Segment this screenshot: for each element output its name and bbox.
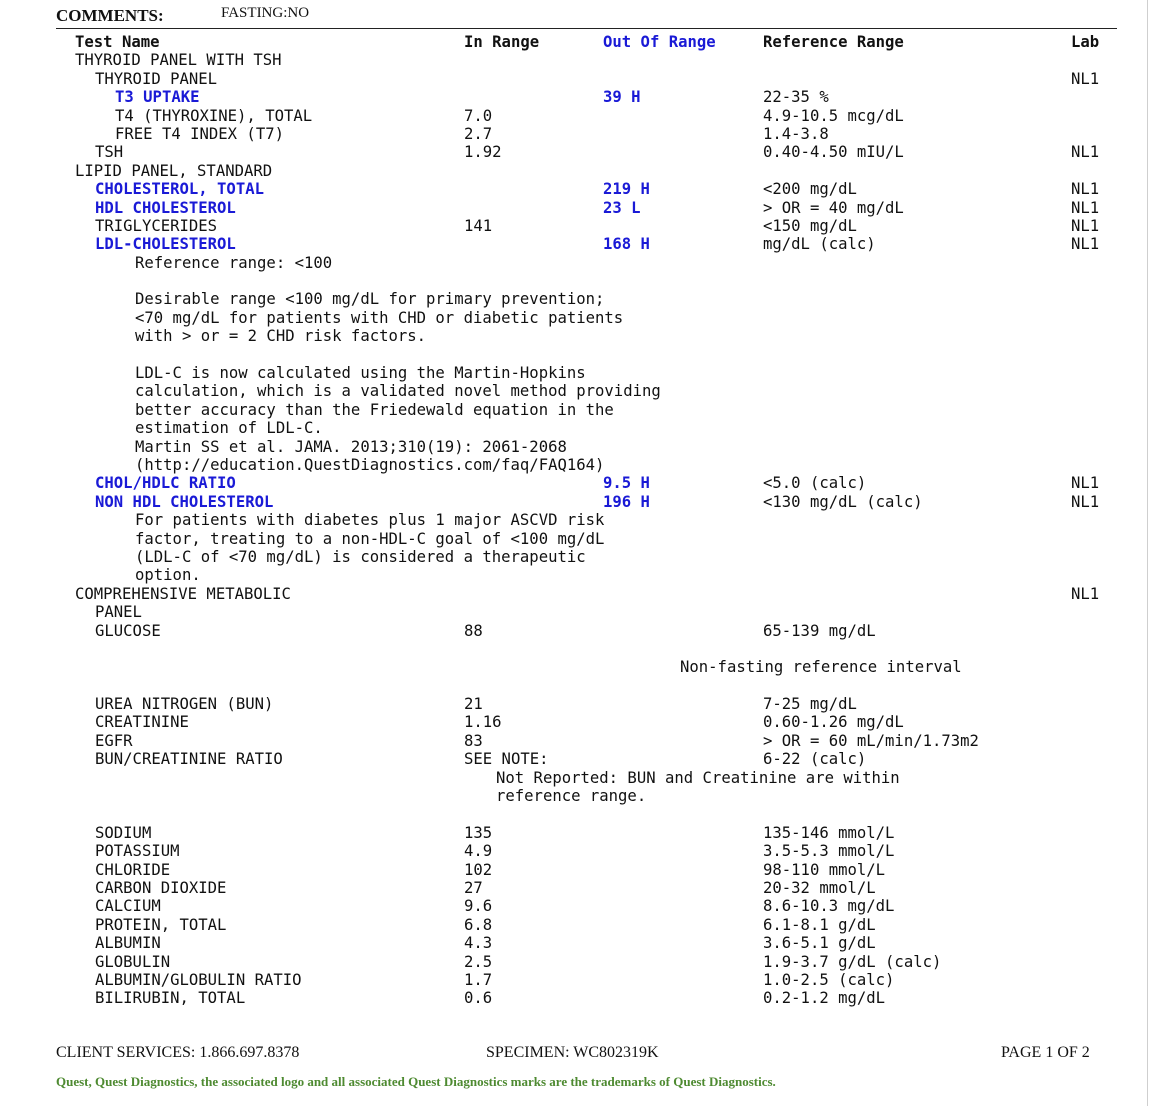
note-text: Desirable range <100 mg/dL for primary prevention; [135,290,605,309]
note-text: Not Reported: BUN and Creatinine are within [496,768,900,787]
note-row [0,254,1148,272]
table-row [0,199,1148,217]
note-row [0,769,1148,787]
in-range-value: 135 [464,823,493,842]
out-of-range-value: 196 H [603,492,650,511]
column-out-of-range: Out Of Range [603,33,716,51]
comments-value: FASTING:NO [221,5,310,21]
note-row [0,364,1148,382]
in-range-value: 4.3 [464,934,493,953]
test-name: ALBUMIN/GLOBULIN RATIO [95,970,302,989]
test-name: CARBON DIOXIDE [95,878,227,897]
in-range-value: 27 [464,878,483,897]
note-text: (LDL-C of <70 mg/dL) is considered a therapeutic [135,547,586,566]
in-range-value: 1.16 [464,713,502,732]
blank-row [0,346,1148,364]
note-text: estimation of LDL-C. [135,419,323,438]
page-number: PAGE 1 OF 2 [1001,1044,1090,1061]
note-text: factor, treating to a non-HDL-C goal of <100 mg/dL [135,529,605,548]
lab-code: NL1 [1071,180,1100,199]
reference-range: <5.0 (calc) [763,474,867,493]
table-row [0,125,1148,143]
table-row [0,953,1148,971]
reference-range: 4.9-10.5 mcg/dL [763,106,904,125]
note-text: (http://education.QuestDiagnostics.com/faq/FAQ164) [135,455,605,474]
column-reference-range: Reference Range [763,33,904,51]
in-range-value: 4.9 [464,842,493,861]
reference-range: 1.4-3.8 [763,124,829,143]
reference-range: 65-139 mg/dL [763,621,876,640]
test-name: BILIRUBIN, TOTAL [95,989,246,1008]
note-row [0,530,1148,548]
in-range-value: 1.7 [464,970,493,989]
test-name: TRIGLYCERIDES [95,216,218,235]
lab-code: NL1 [1071,492,1100,511]
test-name: CHOL/HDLC RATIO [95,474,236,493]
test-name: ALBUMIN [95,934,161,953]
test-name: BUN/CREATININE RATIO [95,750,283,769]
reference-range: 3.5-5.3 mmol/L [763,842,895,861]
reference-range: > OR = 40 mg/dL [763,198,904,217]
in-range-value: 6.8 [464,915,493,934]
test-name: THYROID PANEL [95,69,218,88]
table-row [0,622,1148,640]
test-name: LIPID PANEL, STANDARD [75,161,273,180]
test-name: CHLORIDE [95,860,171,879]
test-name: CHOLESTEROL, TOTAL [95,180,264,199]
table-row [0,162,1148,180]
table-row [0,107,1148,125]
reference-range: <200 mg/dL [763,180,857,199]
table-row [0,217,1148,235]
table-row [0,695,1148,713]
reference-range: 6-22 (calc) [763,750,867,769]
note-row [0,456,1148,474]
test-name: GLUCOSE [95,621,161,640]
reference-range: 20-32 mmol/L [763,878,876,897]
test-name: POTASSIUM [95,842,180,861]
test-name: T3 UPTAKE [115,88,200,107]
trademark-notice: Quest, Quest Diagnostics, the associated logo and all associated Quest Diagnostics marks are the trademarks of Quest Diagnostics. [56,1074,776,1089]
reference-range: <130 mg/dL (calc) [763,492,923,511]
reference-range: 1.0-2.5 (calc) [763,970,895,989]
blank-row [0,677,1148,695]
reference-range: <150 mg/dL [763,216,857,235]
table-row [0,750,1148,768]
test-name: UREA NITROGEN (BUN) [95,695,274,714]
note-row [0,511,1148,529]
in-range-value: 102 [464,860,493,879]
table-row [0,824,1148,842]
note-row [0,419,1148,437]
table-row [0,70,1148,88]
lab-code: NL1 [1071,143,1100,162]
table-row [0,971,1148,989]
blank-row [0,640,1148,658]
test-name: PROTEIN, TOTAL [95,915,227,934]
lab-code: NL1 [1071,584,1100,603]
reference-range: 0.60-1.26 mg/dL [763,713,904,732]
table-row [0,842,1148,860]
note-text: with > or = 2 CHD risk factors. [135,327,427,346]
test-name: TSH [95,143,124,162]
note-text: calculation, which is a validated novel method providing [135,382,661,401]
test-name: GLOBULIN [95,952,171,971]
note-text: Reference range: <100 [135,253,333,272]
test-name: FREE T4 INDEX (T7) [115,124,284,143]
lab-code: NL1 [1071,235,1100,254]
note-row [0,290,1148,308]
reference-range: 1.9-3.7 g/dL (calc) [763,952,942,971]
comments-header [56,4,1117,29]
test-name: COMPREHENSIVE METABOLIC [75,584,291,603]
in-range-value: 2.7 [464,124,493,143]
in-range-value: 1.92 [464,143,502,162]
note-row [0,438,1148,456]
table-row [0,732,1148,750]
table-row [0,88,1148,106]
table-row [0,493,1148,511]
table-row [0,861,1148,879]
in-range-value: SEE NOTE: [464,750,549,769]
table-row [0,585,1148,603]
note-row [0,382,1148,400]
reference-range: 7-25 mg/dL [763,695,857,714]
reference-range: 8.6-10.3 mg/dL [763,897,895,916]
out-of-range-value: 39 H [603,88,641,107]
test-name: HDL CHOLESTEROL [95,198,236,217]
reference-range: 98-110 mmol/L [763,860,886,879]
test-name: T4 (THYROXINE), TOTAL [115,106,313,125]
note-text: <70 mg/dL for patients with CHD or diabetic patients [135,308,624,327]
blank-row [0,805,1148,823]
note-row [0,309,1148,327]
in-range-value: 9.6 [464,897,493,916]
test-name: SODIUM [95,823,152,842]
column-in-range: In Range [464,33,540,51]
column-lab: Lab [1071,33,1100,51]
in-range-value: 88 [464,621,483,640]
results-table [0,33,1148,1008]
table-row [0,603,1148,621]
table-row [0,989,1148,1007]
note-text: option. [135,566,201,585]
note-row [0,658,1148,676]
test-name: CALCIUM [95,897,161,916]
blank-row [0,272,1148,290]
table-row [0,235,1148,253]
reference-range: > OR = 60 mL/min/1.73m2 [763,731,979,750]
reference-range: 6.1-8.1 g/dL [763,915,876,934]
test-name: CREATININE [95,713,189,732]
note-row [0,401,1148,419]
table-row [0,180,1148,198]
reference-interval-note: Non-fasting reference interval [680,658,962,677]
note-row [0,566,1148,584]
column-header-row [0,33,1148,51]
in-range-value: 83 [464,731,483,750]
table-row [0,897,1148,915]
test-name: EGFR [95,731,133,750]
test-name: LDL-CHOLESTEROL [95,235,236,254]
table-row [0,143,1148,161]
test-name: NON HDL CHOLESTEROL [95,492,274,511]
table-row [0,713,1148,731]
reference-range: 22-35 % [763,88,829,107]
in-range-value: 141 [464,216,493,235]
note-text: better accuracy than the Friedewald equation in the [135,400,614,419]
specimen-id: SPECIMEN: WC802319K [486,1044,659,1061]
note-text: For patients with diabetes plus 1 major ASCVD risk [135,511,605,530]
client-services: CLIENT SERVICES: 1.866.697.8378 [56,1044,300,1061]
lab-code: NL1 [1071,198,1100,217]
test-name: PANEL [95,603,142,622]
lab-code: NL1 [1071,474,1100,493]
reference-range: 0.40-4.50 mIU/L [763,143,904,162]
out-of-range-value: 23 L [603,198,641,217]
table-row [0,879,1148,897]
note-row [0,327,1148,345]
in-range-value: 21 [464,695,483,714]
out-of-range-value: 219 H [603,180,650,199]
table-row [0,916,1148,934]
note-text: reference range. [496,787,647,806]
lab-code: NL1 [1071,216,1100,235]
in-range-value: 2.5 [464,952,493,971]
reference-range: 135-146 mmol/L [763,823,895,842]
note-row [0,548,1148,566]
lab-code: NL1 [1071,69,1100,88]
in-range-value: 0.6 [464,989,493,1008]
note-text: Martin SS et al. JAMA. 2013;310(19): 2061-2068 [135,437,567,456]
reference-range: 3.6-5.1 g/dL [763,934,876,953]
reference-range: mg/dL (calc) [763,235,876,254]
note-row [0,787,1148,805]
in-range-value: 7.0 [464,106,493,125]
out-of-range-value: 9.5 H [603,474,650,493]
out-of-range-value: 168 H [603,235,650,254]
test-name: THYROID PANEL WITH TSH [75,51,282,70]
column-test-name: Test Name [75,33,160,51]
comments-label: COMMENTS: [56,6,164,25]
table-row [0,51,1148,69]
table-row [0,474,1148,492]
table-row [0,934,1148,952]
reference-range: 0.2-1.2 mg/dL [763,989,886,1008]
note-text: LDL-C is now calculated using the Martin-Hopkins [135,364,586,383]
